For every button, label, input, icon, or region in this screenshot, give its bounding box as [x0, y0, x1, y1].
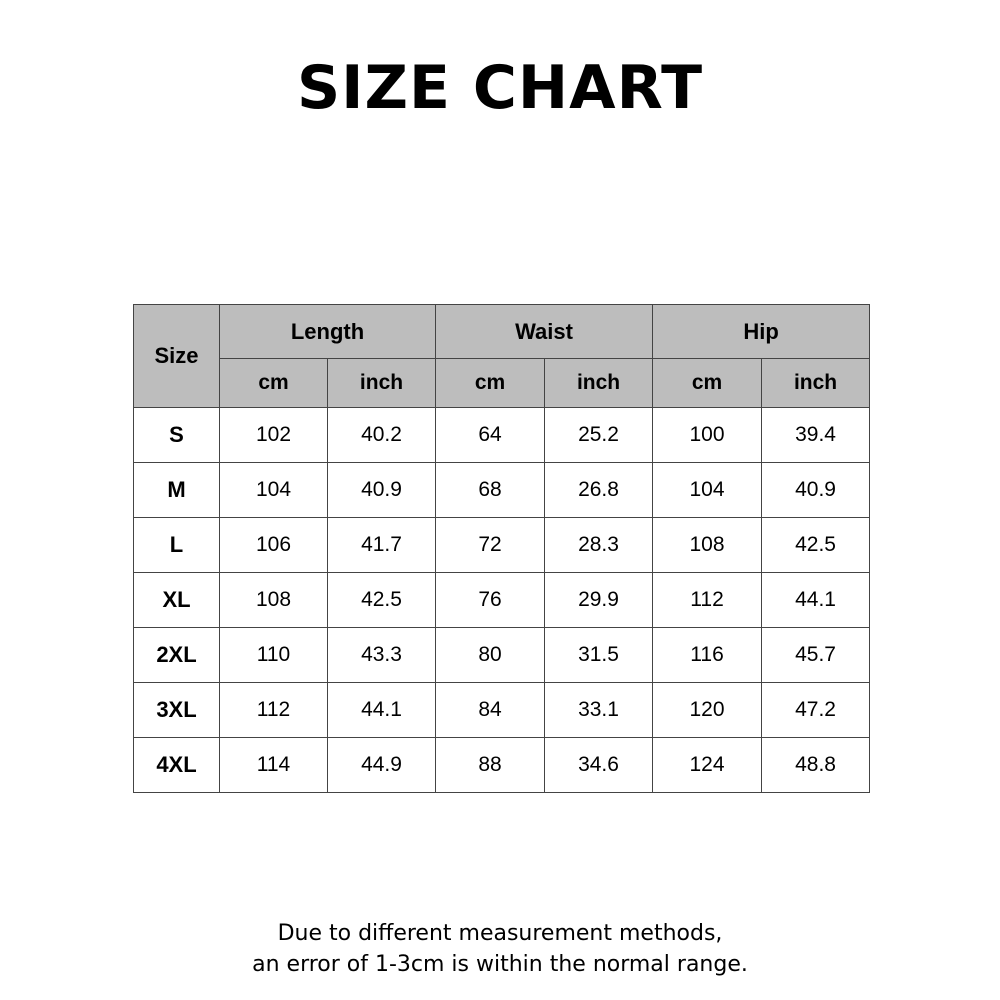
header-group-hip: Hip — [653, 305, 870, 359]
waist-cm-cell: 84 — [436, 683, 545, 738]
page-title: SIZE CHART — [296, 53, 704, 123]
length-cm-cell: 114 — [220, 738, 328, 793]
waist-cm-cell: 68 — [436, 463, 545, 518]
waist-cm-cell: 88 — [436, 738, 545, 793]
size-chart-table — [133, 304, 870, 793]
header-unit: cm — [653, 359, 762, 408]
header-unit: inch — [762, 359, 870, 408]
table-header — [134, 305, 870, 408]
length-inch-cell: 43.3 — [328, 628, 436, 683]
size-label-cell: S — [134, 408, 220, 463]
waist-inch-cell: 34.6 — [545, 738, 653, 793]
hip-inch-cell: 47.2 — [762, 683, 870, 738]
table-row — [134, 738, 870, 793]
header-unit: cm — [436, 359, 545, 408]
length-cm-cell: 106 — [220, 518, 328, 573]
hip-inch-cell: 42.5 — [762, 518, 870, 573]
length-cm-cell: 102 — [220, 408, 328, 463]
length-inch-cell: 41.7 — [328, 518, 436, 573]
waist-cm-cell: 72 — [436, 518, 545, 573]
hip-inch-cell: 44.1 — [762, 573, 870, 628]
hip-cm-cell: 100 — [653, 408, 762, 463]
hip-inch-cell: 40.9 — [762, 463, 870, 518]
note-line-1: Due to different measurement methods, — [277, 921, 723, 946]
table-row — [134, 628, 870, 683]
size-label-cell: 3XL — [134, 683, 220, 738]
header-row-groups — [134, 305, 870, 359]
size-label-cell: M — [134, 463, 220, 518]
header-size: Size — [134, 305, 220, 408]
table-row — [134, 683, 870, 738]
waist-inch-cell: 26.8 — [545, 463, 653, 518]
size-label-cell: 2XL — [134, 628, 220, 683]
note-line-2: an error of 1-3cm is within the normal range. — [252, 952, 748, 977]
length-inch-cell: 44.9 — [328, 738, 436, 793]
waist-inch-cell: 28.3 — [545, 518, 653, 573]
waist-cm-cell: 64 — [436, 408, 545, 463]
table-row — [134, 463, 870, 518]
hip-cm-cell: 124 — [653, 738, 762, 793]
header-unit: cm — [220, 359, 328, 408]
length-inch-cell: 42.5 — [328, 573, 436, 628]
waist-cm-cell: 80 — [436, 628, 545, 683]
hip-cm-cell: 116 — [653, 628, 762, 683]
length-cm-cell: 108 — [220, 573, 328, 628]
size-label-cell: XL — [134, 573, 220, 628]
hip-cm-cell: 112 — [653, 573, 762, 628]
hip-cm-cell: 120 — [653, 683, 762, 738]
length-inch-cell: 40.9 — [328, 463, 436, 518]
table-row — [134, 408, 870, 463]
length-cm-cell: 104 — [220, 463, 328, 518]
length-cm-cell: 110 — [220, 628, 328, 683]
header-unit: inch — [328, 359, 436, 408]
header-group-length: Length — [220, 305, 436, 359]
waist-cm-cell: 76 — [436, 573, 545, 628]
header-unit: inch — [545, 359, 653, 408]
waist-inch-cell: 25.2 — [545, 408, 653, 463]
length-cm-cell: 112 — [220, 683, 328, 738]
length-inch-cell: 44.1 — [328, 683, 436, 738]
length-inch-cell: 40.2 — [328, 408, 436, 463]
hip-inch-cell: 45.7 — [762, 628, 870, 683]
hip-inch-cell: 39.4 — [762, 408, 870, 463]
table-row — [134, 518, 870, 573]
hip-cm-cell: 108 — [653, 518, 762, 573]
waist-inch-cell: 33.1 — [545, 683, 653, 738]
waist-inch-cell: 29.9 — [545, 573, 653, 628]
size-label-cell: 4XL — [134, 738, 220, 793]
table-row — [134, 573, 870, 628]
measurement-note — [0, 918, 1000, 980]
header-group-waist: Waist — [436, 305, 653, 359]
table-body — [134, 408, 870, 793]
header-row-units — [134, 359, 870, 408]
waist-inch-cell: 31.5 — [545, 628, 653, 683]
hip-inch-cell: 48.8 — [762, 738, 870, 793]
size-label-cell: L — [134, 518, 220, 573]
hip-cm-cell: 104 — [653, 463, 762, 518]
